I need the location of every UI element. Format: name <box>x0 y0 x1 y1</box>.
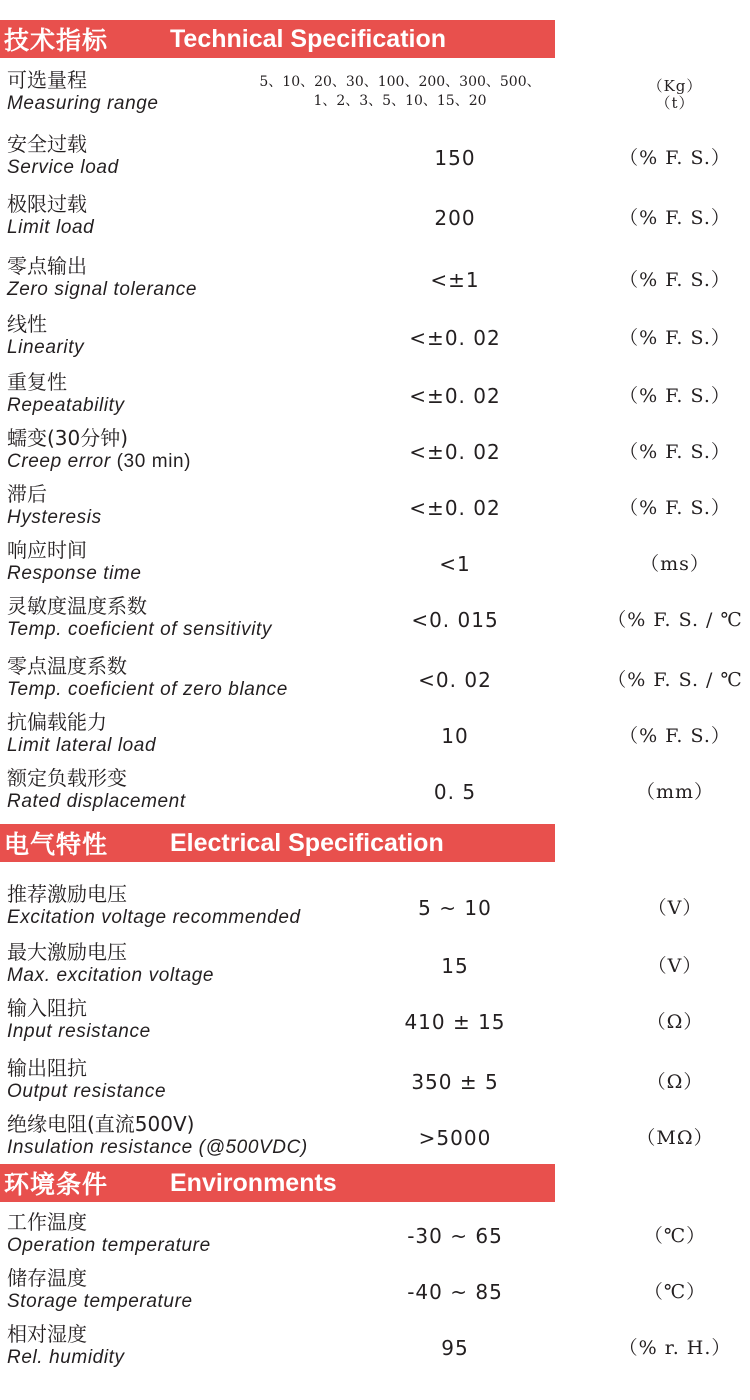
spec-label-en-text: Creep error <box>7 451 111 472</box>
spec-unit: （% F. S.） <box>619 147 731 169</box>
spec-label-zh: 滞后 <box>7 482 47 506</box>
spec-value: <±0. 02 <box>409 440 501 464</box>
spec-label-en <box>7 506 102 530</box>
spec-row <box>0 880 750 936</box>
spec-label-en <box>7 1290 193 1314</box>
spec-value: <±0. 02 <box>409 326 501 350</box>
spec-label-zh: 推荐激励电压 <box>7 882 127 906</box>
spec-unit: （% r. H.） <box>618 1337 732 1359</box>
spec-value: -40 ~ 85 <box>407 1280 503 1304</box>
spec-unit: （Ω） <box>646 1071 704 1093</box>
spec-row <box>0 310 750 366</box>
spec-label-en <box>7 450 191 474</box>
section-header <box>0 824 555 862</box>
spec-unit-line: （Kg） <box>647 77 703 95</box>
spec-label-en-text: Rated displacement <box>7 791 186 812</box>
spec-label-en-text: Hysteresis <box>7 507 102 528</box>
spec-value: 95 <box>441 1336 469 1360</box>
spec-value: 0. 5 <box>433 780 477 804</box>
spec-unit: （V） <box>647 955 703 977</box>
spec-label-zh: 输出阻抗 <box>7 1056 87 1080</box>
section-header <box>0 20 555 58</box>
spec-label-zh: 相对湿度 <box>7 1322 87 1346</box>
spec-row <box>0 592 750 648</box>
spec-row <box>0 938 750 994</box>
spec-value: 10 <box>441 724 469 748</box>
spec-label-en-text: Response time <box>7 563 142 584</box>
spec-label-en <box>7 394 125 418</box>
spec-label-zh: 工作温度 <box>7 1210 87 1234</box>
spec-row <box>0 1320 750 1376</box>
spec-unit-line: （t） <box>655 94 695 112</box>
spec-label-en-text: Max. excitation voltage <box>7 965 215 986</box>
spec-label-zh: 安全过载 <box>7 132 87 156</box>
spec-label-en-text: Limit lateral load <box>7 735 157 756</box>
spec-label-en <box>7 1136 308 1160</box>
spec-value: 5 ~ 10 <box>418 896 492 920</box>
spec-unit: （% F. S.） <box>619 441 731 463</box>
spec-label-zh: 绝缘电阻(直流500V) <box>7 1112 195 1136</box>
spec-value: 350 ± 5 <box>411 1070 499 1094</box>
spec-unit: （% F. S.） <box>619 269 731 291</box>
spec-label-zh: 输入阻抗 <box>7 996 87 1020</box>
spec-label-en <box>7 906 301 930</box>
spec-label-en-text: Temp. coeficient of sensitivity <box>7 619 273 640</box>
spec-label-en-text: Repeatability <box>7 395 125 416</box>
spec-label-en <box>7 1020 151 1044</box>
spec-value: <1 <box>439 552 471 576</box>
spec-label-en-text: Output resistance <box>7 1081 167 1102</box>
section-title-cn: 技术指标 <box>4 26 109 55</box>
spec-value: <0. 015 <box>411 608 499 632</box>
spec-value: -30 ~ 65 <box>407 1224 503 1248</box>
spec-value: 15 <box>441 954 469 978</box>
spec-label-zh: 灵敏度温度系数 <box>7 594 147 618</box>
spec-label-en <box>7 734 156 758</box>
spec-label-en <box>7 1080 166 1104</box>
spec-unit: （Ω） <box>646 1011 704 1033</box>
spec-label-zh: 抗偏载能力 <box>7 710 107 734</box>
spec-unit: （% F. S.） <box>619 497 731 519</box>
spec-unit: （% F. S.） <box>619 725 731 747</box>
section-title-cn: 电气特性 <box>4 830 109 859</box>
spec-value: 200 <box>434 206 476 230</box>
spec-unit: （% F. S. / ℃ <box>607 669 743 691</box>
spec-row <box>0 764 750 820</box>
spec-value: 150 <box>434 146 476 170</box>
spec-label-en <box>7 92 159 116</box>
spec-label-zh: 零点温度系数 <box>7 654 127 678</box>
spec-label-en <box>7 216 94 240</box>
spec-label-en-text: Storage temperature <box>7 1291 193 1312</box>
spec-label-en <box>7 678 288 702</box>
spec-row <box>0 480 750 536</box>
spec-label-en-text: Measuring range <box>7 93 159 114</box>
spec-value: >5000 <box>418 1126 492 1150</box>
spec-label-en-text: Excitation voltage recommended <box>7 907 301 928</box>
spec-label-en-text: Insulation resistance (@500VDC) <box>7 1137 308 1158</box>
spec-row <box>0 252 750 308</box>
spec-label-zh: 重复性 <box>7 370 67 394</box>
spec-label-en-text: Rel. humidity <box>7 1347 125 1368</box>
spec-value: 410 ± 15 <box>404 1010 506 1034</box>
spec-row <box>0 1264 750 1320</box>
spec-label-en-suffix: (30 min) <box>110 451 192 472</box>
spec-value-line: 5、10、20、30、100、200、300、500、 <box>259 74 541 90</box>
spec-label-en-text: Linearity <box>7 337 85 358</box>
section-title-cn: 环境条件 <box>4 1170 109 1199</box>
spec-row <box>0 1208 750 1264</box>
spec-unit: （V） <box>647 897 703 919</box>
spec-unit: （ms） <box>640 553 710 575</box>
spec-label-en <box>7 278 197 302</box>
spec-label-zh: 极限过载 <box>7 192 87 216</box>
spec-row <box>0 994 750 1050</box>
spec-row <box>0 190 750 246</box>
spec-label-en <box>7 1234 211 1258</box>
section-header <box>0 1164 555 1202</box>
spec-label-zh: 额定负载形变 <box>7 766 127 790</box>
section-title-en: Technical Specification <box>170 24 447 53</box>
spec-label-zh: 响应时间 <box>7 538 87 562</box>
spec-label-en <box>7 562 142 586</box>
spec-label-en <box>7 790 186 814</box>
spec-label-en-text: Temp. coeficient of zero blance <box>7 679 288 700</box>
spec-unit: （% F. S.） <box>619 385 731 407</box>
spec-unit: （℃） <box>643 1225 707 1247</box>
spec-label-en <box>7 964 214 988</box>
spec-row <box>0 66 750 122</box>
spec-row <box>0 652 750 708</box>
spec-unit: （℃） <box>643 1281 707 1303</box>
spec-unit: （% F. S.） <box>619 207 731 229</box>
spec-value-line: 1、2、3、5、10、15、20 <box>313 93 487 109</box>
section-title-en: Electrical Specification <box>170 828 444 857</box>
spec-unit: （mm） <box>635 781 715 803</box>
spec-label-en <box>7 618 272 642</box>
spec-value: <±0. 02 <box>409 384 501 408</box>
spec-label-zh: 线性 <box>7 312 47 336</box>
spec-label-en-text: Operation temperature <box>7 1235 211 1256</box>
spec-label-en-text: Input resistance <box>7 1021 151 1042</box>
spec-unit: （% F. S. / ℃ <box>607 609 743 631</box>
spec-label-en <box>7 1346 125 1370</box>
spec-label-en <box>7 156 119 180</box>
spec-value: <0. 02 <box>418 668 492 692</box>
spec-value: <±1 <box>430 268 480 292</box>
spec-label-en <box>7 336 84 360</box>
section-title-en: Environments <box>170 1168 337 1197</box>
spec-label-zh: 可选量程 <box>7 68 87 92</box>
spec-label-zh: 蠕变(30分钟) <box>7 426 129 450</box>
spec-row <box>0 424 750 480</box>
spec-label-zh: 储存温度 <box>7 1266 87 1290</box>
spec-value <box>245 73 555 111</box>
spec-row <box>0 1110 750 1166</box>
spec-row <box>0 1054 750 1110</box>
spec-row <box>0 536 750 592</box>
spec-row <box>0 130 750 186</box>
spec-unit: （MΩ） <box>636 1127 714 1149</box>
spec-row <box>0 368 750 424</box>
spec-row <box>0 708 750 764</box>
spec-label-zh: 零点输出 <box>7 254 87 278</box>
spec-label-zh: 最大激励电压 <box>7 940 127 964</box>
spec-label-en-text: Limit load <box>7 217 95 238</box>
spec-unit <box>600 78 750 112</box>
spec-value: <±0. 02 <box>409 496 501 520</box>
spec-label-en-text: Service load <box>7 157 119 178</box>
spec-label-en-text: Zero signal tolerance <box>7 279 198 300</box>
spec-unit: （% F. S.） <box>619 327 731 349</box>
